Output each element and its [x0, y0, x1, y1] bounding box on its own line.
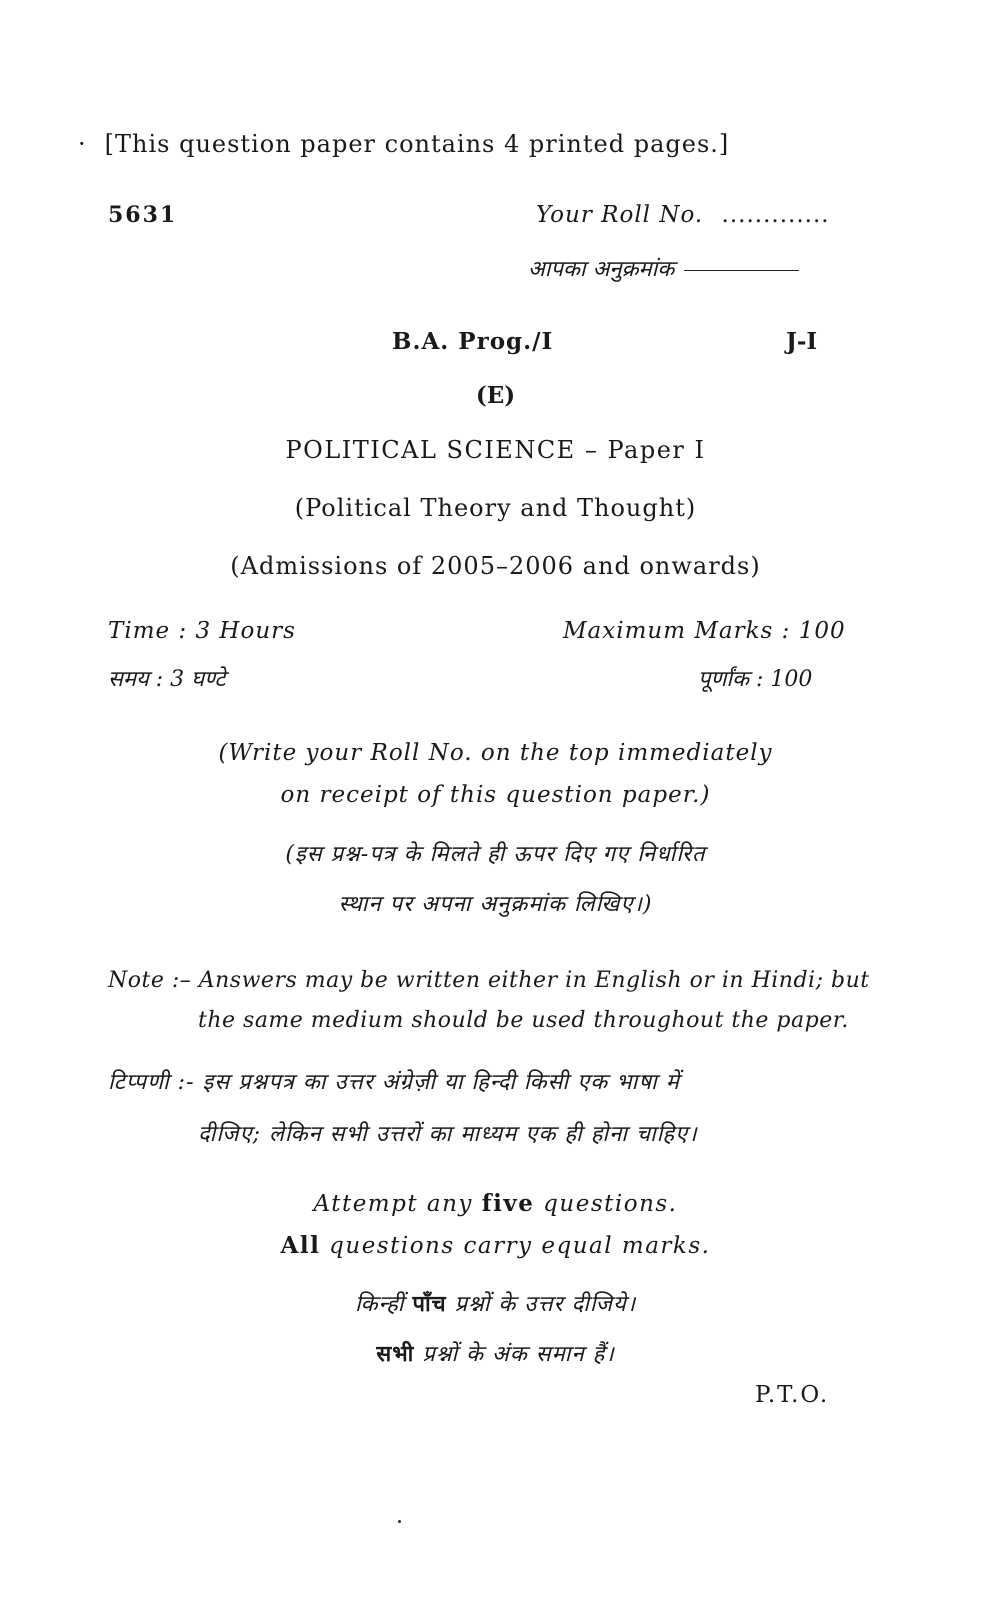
pages-note: [This question paper contains 4 printed pages.]: [104, 130, 730, 158]
attempt-instruction: [0, 1190, 991, 1217]
roll-instruction-hindi-line1: (इस प्रश्न-पत्र के मिलते ही ऊपर दिए गए निर्धारित: [285, 842, 706, 867]
programme: B.A. Prog./I: [392, 328, 554, 355]
paper-subtitle: (Political Theory and Thought): [294, 494, 697, 522]
attempt-pre: Attempt any: [313, 1191, 482, 1217]
time-label: Time : 3 Hours: [108, 618, 296, 644]
time-label-hindi: समय : 3 घण्टे: [108, 667, 226, 692]
roll-blank-line: [684, 269, 799, 271]
all-hindi-word: सभी: [376, 1341, 415, 1367]
attempt-post: questions.: [534, 1191, 678, 1217]
roll-instruction-hindi-line2: स्थान पर अपना अनुक्रमांक लिखिए।): [338, 892, 653, 917]
attempt-count: five: [481, 1190, 535, 1217]
admissions-note: (Admissions of 2005–2006 and onwards): [230, 552, 761, 580]
pto-label: P.T.O.: [755, 1382, 830, 1408]
equal-marks-instruction: [0, 1232, 991, 1259]
roll-instruction-line2: on receipt of this question paper.): [280, 782, 711, 808]
max-marks-label-hindi: पूर्णांक : 100: [698, 667, 813, 692]
equal-marks-hindi-post: प्रश्नों के अंक समान हैं।: [414, 1342, 615, 1367]
attempt-hindi-count: पाँच: [412, 1291, 447, 1317]
note-hindi-line2: दीजिए; लेकिन सभी उत्तरों का माध्यम एक ही होना चाहिए।: [198, 1122, 698, 1147]
attempt-hindi-post: प्रश्नों के उत्तर दीजिये।: [446, 1292, 637, 1317]
equal-marks-instruction-hindi: [0, 1338, 991, 1368]
medium-code: (E): [475, 382, 516, 409]
subject-title: POLITICAL SCIENCE – Paper I: [285, 436, 706, 464]
roll-instruction-line1: (Write your Roll No. on the top immediately: [218, 740, 773, 766]
note-hindi-line1: टिप्पणी :- इस प्रश्नपत्र का उत्तर अंग्रेज़ी या हिन्दी किसी एक भाषा में: [108, 1070, 680, 1095]
roll-label-hindi: आपका अनुक्रमांक: [528, 257, 675, 282]
all-word: All: [280, 1232, 321, 1259]
max-marks-label: Maximum Marks : 100: [563, 618, 846, 644]
roll-dots: .............: [721, 202, 830, 228]
paper-code: 5631: [108, 202, 178, 228]
bullet-mark: ·: [78, 130, 87, 158]
equal-marks-post: questions carry equal marks.: [320, 1233, 711, 1259]
scan-speck: [398, 1520, 401, 1523]
attempt-hindi-pre: किन्हीं: [354, 1292, 413, 1317]
note-line2: the same medium should be used throughout the paper.: [198, 1008, 849, 1033]
roll-number-field: [536, 202, 830, 228]
attempt-instruction-hindi: [0, 1288, 991, 1318]
note-line1: Note :– Answers may be written either in English or in Hindi; but: [108, 968, 870, 993]
roll-number-field-hindi: [528, 253, 799, 283]
roll-label: Your Roll No.: [536, 202, 704, 228]
paper-set-code: J-I: [786, 328, 818, 355]
